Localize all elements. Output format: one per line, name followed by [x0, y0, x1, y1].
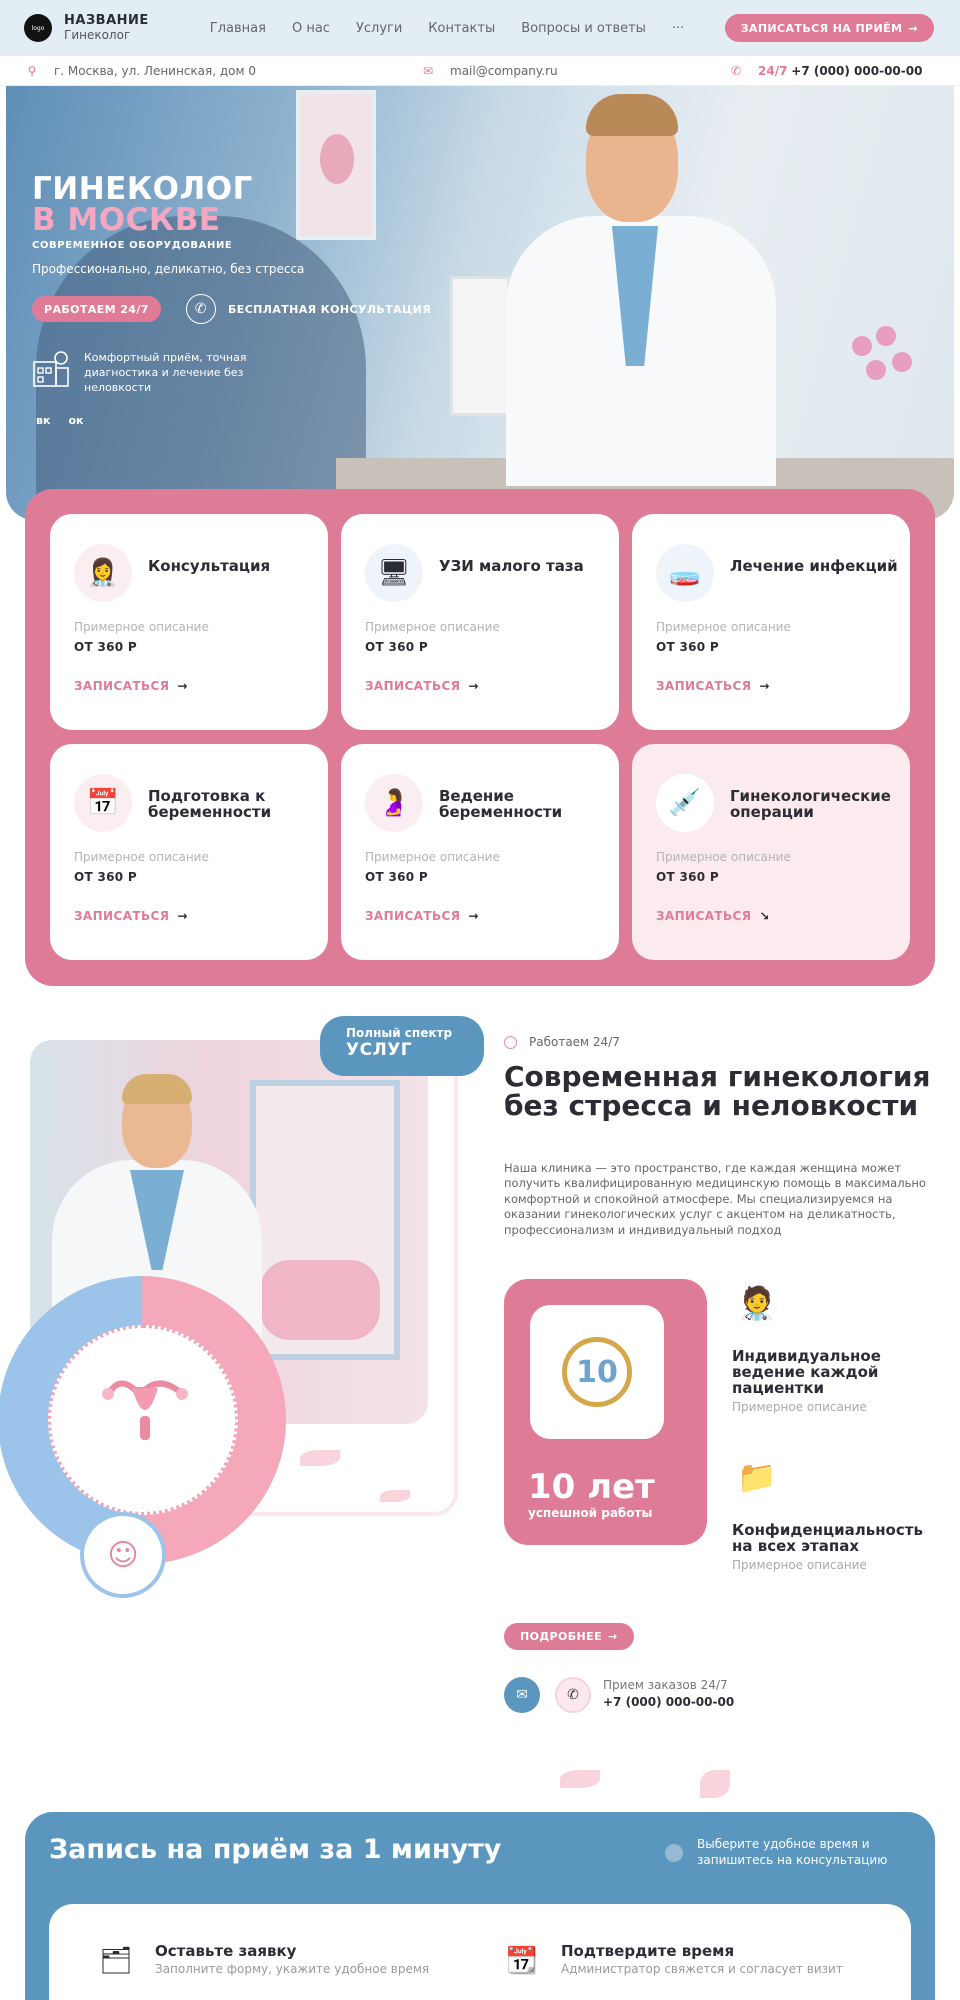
more-button-label: ПОДРОБНЕЕ	[520, 1630, 602, 1643]
main-nav	[197, 21, 698, 36]
service-card[interactable]	[341, 744, 619, 960]
vk-icon[interactable]: вк	[36, 414, 51, 427]
service-card[interactable]	[632, 744, 910, 960]
nav-more-button[interactable]: ···	[671, 20, 685, 36]
service-price: ОТ 360 Р	[656, 640, 719, 654]
service-title: Гинекологические операции	[730, 787, 891, 821]
petal-decoration	[300, 1450, 340, 1466]
service-desc: Примерное описание	[74, 850, 209, 864]
service-desc: Примерное описание	[74, 620, 209, 634]
more-button[interactable]	[504, 1623, 634, 1650]
petal-decoration	[700, 1770, 730, 1798]
service-desc: Примерное описание	[656, 850, 791, 864]
arrow-right-icon: →	[468, 679, 479, 693]
brand-name: НАЗВАНИЕ	[64, 13, 149, 29]
full-spectrum-badge	[320, 1016, 484, 1076]
infection-icon: 🧫	[656, 544, 714, 602]
petal-decoration	[380, 1490, 410, 1502]
services-section	[25, 489, 935, 986]
free-consultation-button[interactable]	[186, 294, 431, 324]
service-book-label: ЗАПИСАТЬСЯ	[74, 909, 170, 923]
service-card[interactable]	[632, 514, 910, 730]
feature-title: Индивидуальное ведение каждой пациентки	[732, 1347, 881, 1397]
hero-subtitle: Профессионально, деликатно, без стресса	[32, 262, 305, 276]
step-request	[93, 1938, 429, 1984]
badge-line2: УСЛУГ	[346, 1040, 413, 1060]
feature-desc: Примерное описание	[732, 1558, 867, 1572]
service-book-link[interactable]	[74, 909, 188, 923]
doctor-photo	[496, 86, 796, 486]
hero-feature	[32, 350, 292, 395]
form-icon: 🗂	[99, 1946, 133, 1976]
years-number: 10 лет	[528, 1467, 655, 1507]
email-item[interactable]	[422, 64, 558, 78]
book-appointment-label: ЗАПИСАТЬСЯ НА ПРИЁМ	[740, 21, 903, 35]
about-text: Наша клиника — это пространство, где каждая женщина может получить квалифицированную медицинскую помощь в максимально комфортной и спокойной атмосфере. Мы специализируемся на оказании гинекологических услуг с акцентом на деликатность, профессионализм и индивидуальный подход	[504, 1161, 926, 1237]
hero-title	[32, 171, 253, 238]
feature-title: Конфиденциальность на всех этапах	[732, 1521, 923, 1555]
service-book-label: ЗАПИСАТЬСЯ	[365, 909, 461, 923]
feature-individual	[732, 1278, 932, 1414]
nav-item-home[interactable]: Главная	[209, 20, 266, 36]
step-confirm	[499, 1938, 843, 1984]
about-eyebrow	[504, 1035, 620, 1049]
service-title: УЗИ малого таза	[439, 557, 584, 575]
working-247-badge[interactable]: РАБОТАЕМ 24/7	[32, 296, 161, 322]
location-pin-icon: ⚲	[27, 64, 37, 78]
service-price: ОТ 360 Р	[74, 870, 137, 884]
hero-feature-text: Комфортный приём, точная диагностика и лечение без неловкости	[84, 351, 247, 394]
social-links	[36, 414, 83, 427]
calendar-check-icon: 📆	[505, 1946, 539, 1976]
phone-number[interactable]: +7 (000) 000-00-00	[791, 64, 923, 78]
address-text: г. Москва, ул. Ленинская, дом 0	[54, 64, 257, 78]
hero-title-line1: ГИНЕКОЛОГ	[32, 171, 253, 207]
service-price: ОТ 360 Р	[74, 640, 137, 654]
arrow-right-icon: →	[177, 679, 188, 693]
site-header	[0, 0, 960, 56]
arrow-down-right-icon: ↘	[759, 909, 770, 923]
calendar-icon: 📅	[74, 774, 132, 832]
phone-prefix: 24/7	[758, 64, 788, 78]
step-title: Подтвердите время	[561, 1942, 735, 1960]
hero-title-line2: В МОСКВЕ	[32, 202, 221, 238]
petal-decoration	[560, 1770, 600, 1788]
service-book-label: ЗАПИСАТЬСЯ	[656, 909, 752, 923]
arrow-right-icon: →	[908, 21, 918, 35]
service-price: ОТ 360 Р	[365, 870, 428, 884]
phone-call-icon: ✆	[186, 294, 216, 324]
folder-lock-icon: 📁	[737, 1458, 777, 1496]
address-item	[26, 64, 256, 78]
patients-icon: ☺	[80, 1512, 166, 1598]
phone-icon: ✆	[567, 1687, 579, 1703]
arrow-right-icon: →	[468, 909, 479, 923]
logo[interactable]: logo	[24, 14, 52, 42]
feature-confidential	[732, 1452, 932, 1572]
dot-icon	[665, 1844, 683, 1862]
surgery-icon: 💉	[656, 774, 714, 832]
book-appointment-button[interactable]	[725, 14, 934, 42]
arrow-right-icon: →	[608, 1630, 618, 1643]
years-subtitle: успешной работы	[528, 1506, 653, 1520]
service-desc: Примерное описание	[656, 620, 791, 634]
service-book-link[interactable]	[656, 679, 770, 693]
service-book-link[interactable]	[365, 909, 479, 923]
service-book-link[interactable]	[74, 679, 188, 693]
service-desc: Примерное описание	[365, 620, 500, 634]
years-card	[504, 1279, 707, 1545]
consultation-icon: 👩‍⚕️	[74, 544, 132, 602]
nav-item-faq[interactable]: Вопросы и ответы	[521, 20, 646, 36]
order-label: Прием заказов 24/7	[603, 1678, 728, 1692]
ring-dot-icon	[504, 1036, 517, 1049]
about-eyebrow-text: Работаем 24/7	[529, 1035, 620, 1049]
free-consultation-label: БЕСПЛАТНАЯ КОНСУЛЬТАЦИЯ	[228, 302, 432, 316]
service-price: ОТ 360 Р	[656, 870, 719, 884]
step-desc: Заполните форму, укажите удобное время	[155, 1962, 430, 1976]
service-title: Лечение инфекций	[730, 557, 898, 575]
nav-item-contacts[interactable]: Контакты	[428, 20, 496, 36]
service-book-link[interactable]	[365, 679, 479, 693]
booking-title: Запись на приём за 1 минуту	[49, 1834, 502, 1865]
mail-icon: ✉	[516, 1687, 528, 1703]
service-card[interactable]	[50, 744, 328, 960]
ultrasound-icon: 🖥	[365, 544, 423, 602]
service-desc: Примерное описание	[365, 850, 500, 864]
service-book-label: ЗАПИСАТЬСЯ	[74, 679, 170, 693]
medal-number: 10	[562, 1337, 632, 1407]
contact-bar	[0, 56, 960, 86]
step-desc: Администратор свяжется и согласует визит	[561, 1962, 843, 1976]
medal-icon	[530, 1305, 664, 1439]
brand-subtitle: Гинеколог	[64, 27, 131, 42]
service-card[interactable]	[341, 514, 619, 730]
booking-note	[665, 1836, 915, 1868]
about-title: Современная гинекология без стресса и неловкости	[504, 1060, 931, 1122]
mail-icon: ✉	[422, 64, 434, 78]
hero-eyebrow: СОВРЕМЕННОЕ ОБОРУДОВАНИЕ	[32, 240, 233, 251]
booking-section	[25, 1812, 935, 2000]
service-title: Подготовка к беременности	[148, 787, 272, 821]
booking-steps	[49, 1904, 911, 2000]
pregnancy-icon: 🤰	[365, 774, 423, 832]
email-text[interactable]: mail@company.ru	[450, 64, 558, 78]
brand	[64, 14, 149, 41]
service-book-link[interactable]	[656, 909, 770, 923]
order-phone[interactable]: +7 (000) 000-00-00	[603, 1695, 735, 1709]
ok-icon[interactable]: ок	[68, 414, 84, 427]
service-book-label: ЗАПИСАТЬСЯ	[656, 679, 752, 693]
uterus-icon	[100, 1372, 190, 1442]
arrow-right-icon: →	[177, 909, 188, 923]
nav-item-services[interactable]: Услуги	[355, 20, 403, 36]
hero-section	[6, 86, 954, 520]
mail-button[interactable]	[504, 1677, 540, 1713]
wall-painting-image	[296, 90, 376, 240]
nav-item-about[interactable]: О нас	[291, 20, 330, 36]
feature-desc: Примерное описание	[732, 1400, 867, 1414]
clinic-icon	[32, 350, 70, 388]
service-title: Ведение беременности	[439, 787, 563, 821]
badge-line1: Полный спектр	[346, 1026, 453, 1040]
service-card[interactable]	[50, 514, 328, 730]
service-price: ОТ 360 Р	[365, 640, 428, 654]
service-book-label: ЗАПИСАТЬСЯ	[365, 679, 461, 693]
phone-item[interactable]	[730, 64, 922, 78]
booking-note-text: Выберите удобное время и запишитесь на консультацию	[697, 1837, 888, 1867]
service-title: Консультация	[148, 557, 271, 575]
phone-button[interactable]	[555, 1677, 591, 1713]
orchid-image	[842, 326, 922, 436]
phone-icon: ✆	[730, 64, 742, 78]
step-title: Оставьте заявку	[155, 1942, 297, 1960]
arrow-right-icon: →	[759, 679, 770, 693]
doctor-icon: 🧑‍⚕️	[737, 1284, 777, 1322]
